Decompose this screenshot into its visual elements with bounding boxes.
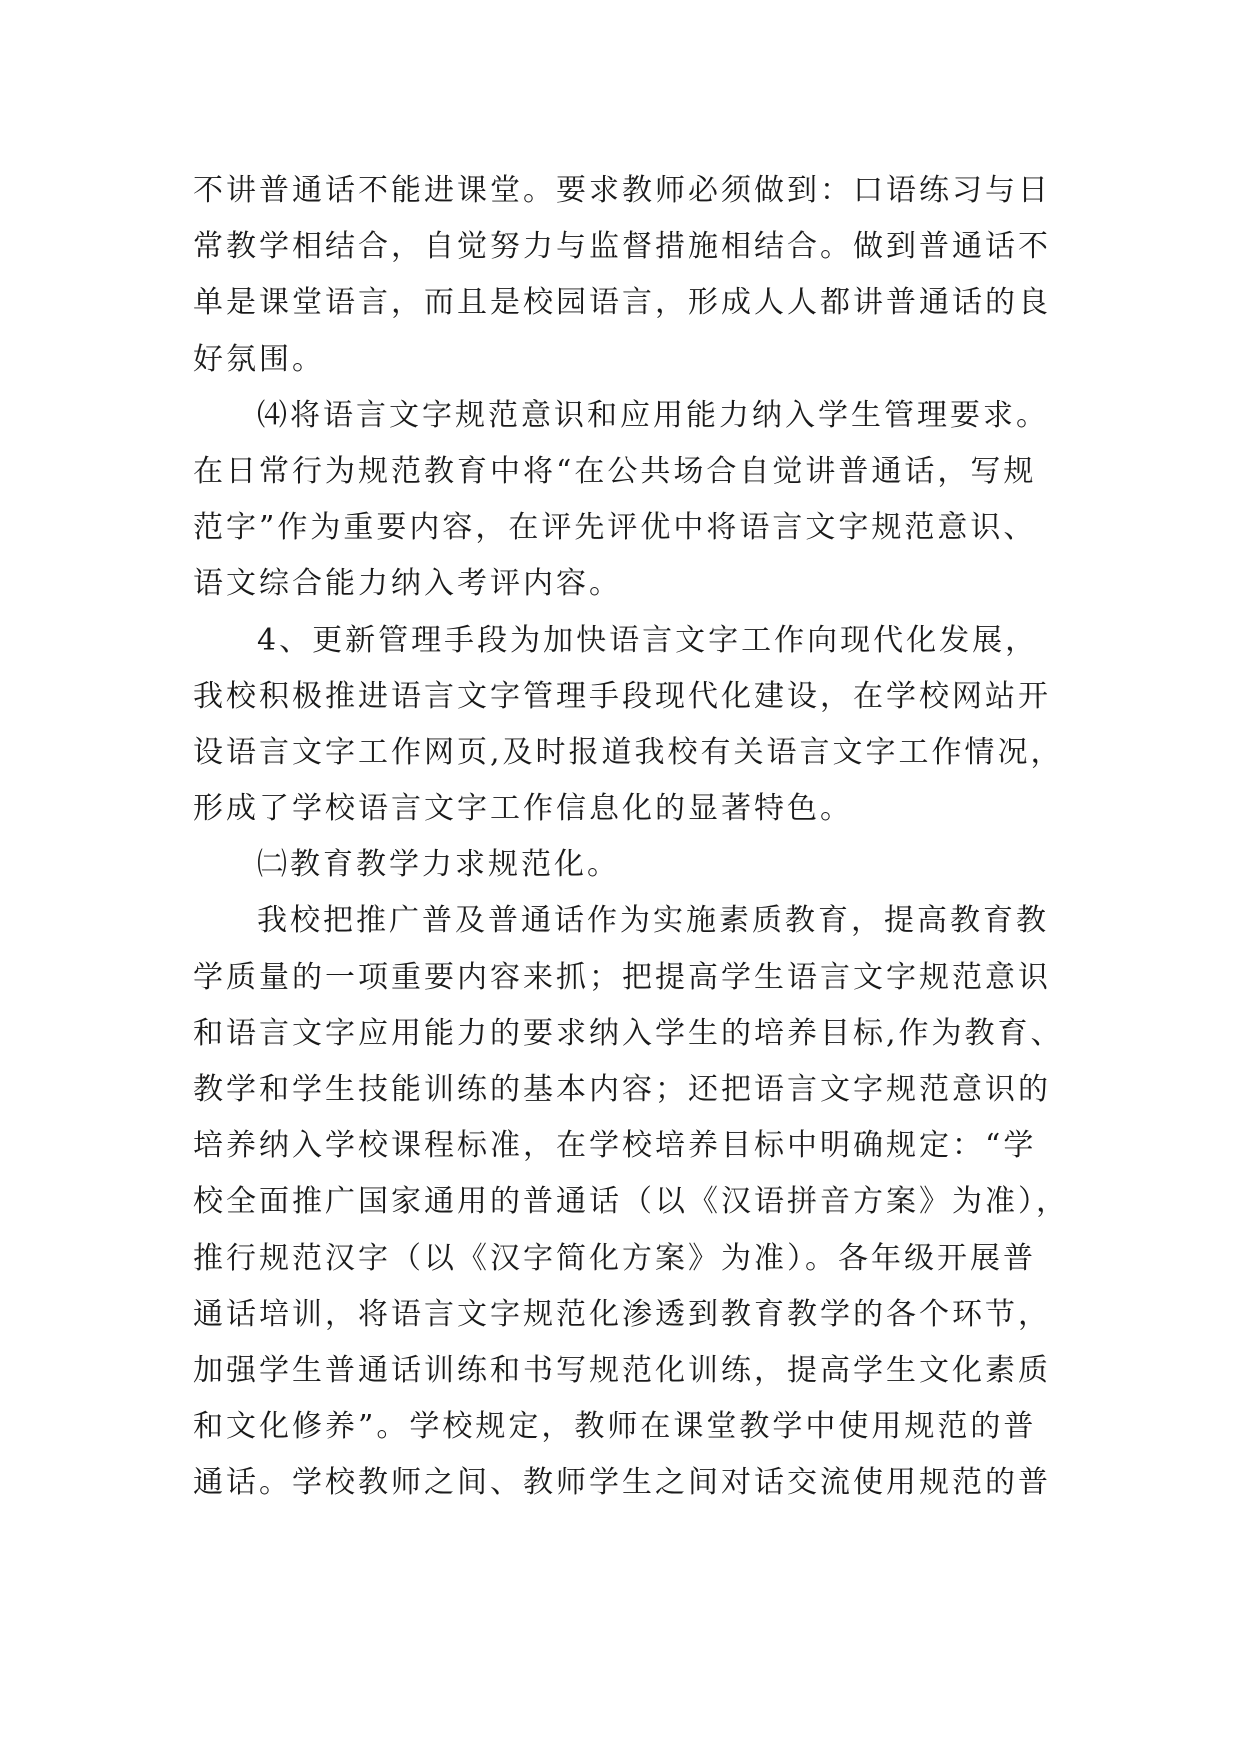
text-line: 常教学相结合，自觉努力与监督措施相结合。做到普通话不	[193, 229, 1051, 265]
text-line: 培养纳入学校课程标准，在学校培养目标中明确规定：“学	[193, 1128, 1037, 1164]
text-line: 教学和学生技能训练的基本内容；还把语言文字规范意识的	[193, 1072, 1051, 1107]
section-heading-line: ㈡教育教学力求规范化。	[257, 847, 620, 883]
text-line: 语文综合能力纳入考评内容。	[193, 566, 622, 602]
text-line: 学质量的一项重要内容来抓；把提高学生语言文字规范意识	[193, 959, 1051, 995]
paragraph-start-line: 我校把推广普及普通话作为实施素质教育，提高教育教	[257, 903, 1049, 939]
text-line: 形成了学校语言文字工作信息化的显著特色。	[193, 791, 853, 827]
text-line: 推行规范汉字（以《汉字简化方案》为准）。各年级开展普	[193, 1240, 1036, 1276]
text-line: 校全面推广国家通用的普通话（以《汉语拼音方案》为准），	[193, 1184, 1069, 1220]
text-line: 不讲普通话不能进课堂。要求教师必须做到：口语练习与日	[193, 173, 1051, 208]
text-line: 和语言文字应用能力的要求纳入学生的培养目标,作为教育、	[193, 1015, 1064, 1051]
text-line: 加强学生普通话训练和书写规范化训练，提高学生文化素质	[193, 1352, 1051, 1388]
text-line: 范字”作为重要内容，在评先评优中将语言文字规范意识、	[193, 510, 1037, 546]
document-body	[193, 163, 1073, 1512]
text-line: 好氛围。	[193, 341, 325, 377]
text-line: 设语言文字工作网页,及时报道我校有关语言文字工作情况，	[193, 734, 1064, 770]
text-line: 单是课堂语言，而且是校园语言，形成人人都讲普通话的良	[193, 285, 1051, 321]
text-line: 通话培训，将语言文字规范化渗透到教育教学的各个环节，	[193, 1296, 1051, 1332]
paragraph-start-line: 4、更新管理手段为加快语言文字工作向现代化发展，	[257, 622, 1039, 658]
text-line: 在日常行为规范教育中将“在公共场合自觉讲普通话，写规	[193, 453, 1037, 489]
paragraph-start-line: ⑷将语言文字规范意识和应用能力纳入学生管理要求。	[257, 397, 1049, 433]
text-line: 通话。学校教师之间、教师学生之间对话交流使用规范的普	[193, 1465, 1051, 1501]
text-line: 和文化修养”。学校规定，教师在课堂教学中使用规范的普	[193, 1409, 1037, 1445]
text-line: 我校积极推进语言文字管理手段现代化建设，在学校网站开	[193, 678, 1051, 714]
